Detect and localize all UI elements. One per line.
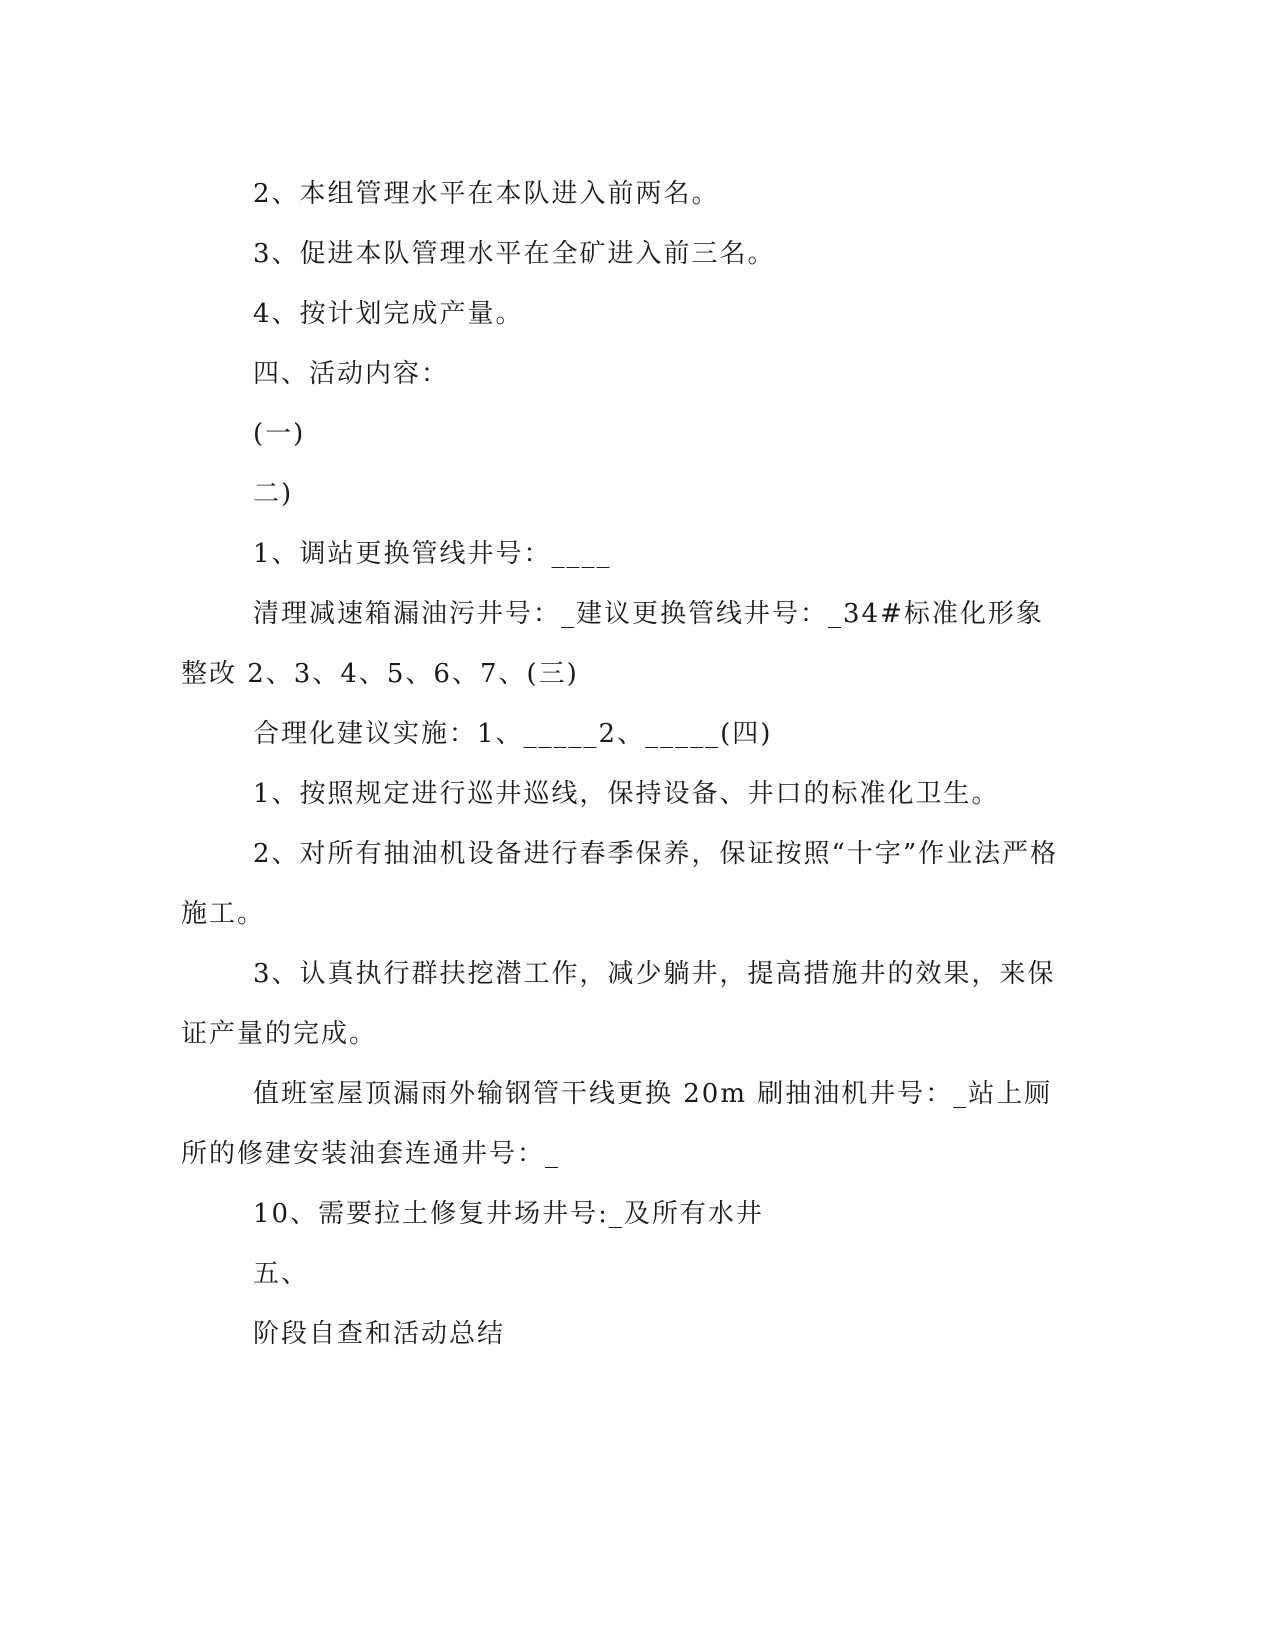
paragraph: 3、促进本队管理水平在全矿进入前三名。 [253, 239, 776, 269]
document-body [181, 164, 1061, 1364]
subsection-marker: (一) [253, 419, 306, 449]
paragraph: 值班室屋顶漏雨外输钢管干线更换 20m 刷抽油机井号：_站上厕所的修建安装油套连通井号：_ [181, 1079, 1053, 1169]
paragraph: 1、按照规定进行巡井巡线，保持设备、井口的标准化卫生。 [253, 779, 1000, 809]
paragraph: 清理减速箱漏油污井号：_建议更换管线井号：_34#标准化形象整改 2、3、4、5、6、7、(三) [181, 599, 1044, 689]
paragraph: 3、认真执行群扶挖潜工作，减少躺井，提高措施井的效果，来保证产量的完成。 [181, 959, 1056, 1049]
paragraph: 2、对所有抽油机设备进行春季保养，保证按照“十字”作业法严格施工。 [181, 839, 1059, 929]
paragraph: 4、按计划完成产量。 [253, 299, 524, 329]
paragraph: 阶段自查和活动总结 [253, 1319, 506, 1349]
paragraph: 2、本组管理水平在本队进入前两名。 [253, 179, 720, 209]
paragraph: 10、需要拉土修复井场井号:_及所有水井 [253, 1199, 764, 1229]
subsection-marker: 二) [253, 479, 294, 509]
section-heading: 五、 [253, 1259, 310, 1289]
paragraph: 合理化建议实施：1、_____2、_____(四) [253, 719, 773, 749]
section-heading: 四、活动内容： [253, 359, 450, 389]
paragraph: 1、调站更换管线井号：____ [253, 539, 612, 569]
